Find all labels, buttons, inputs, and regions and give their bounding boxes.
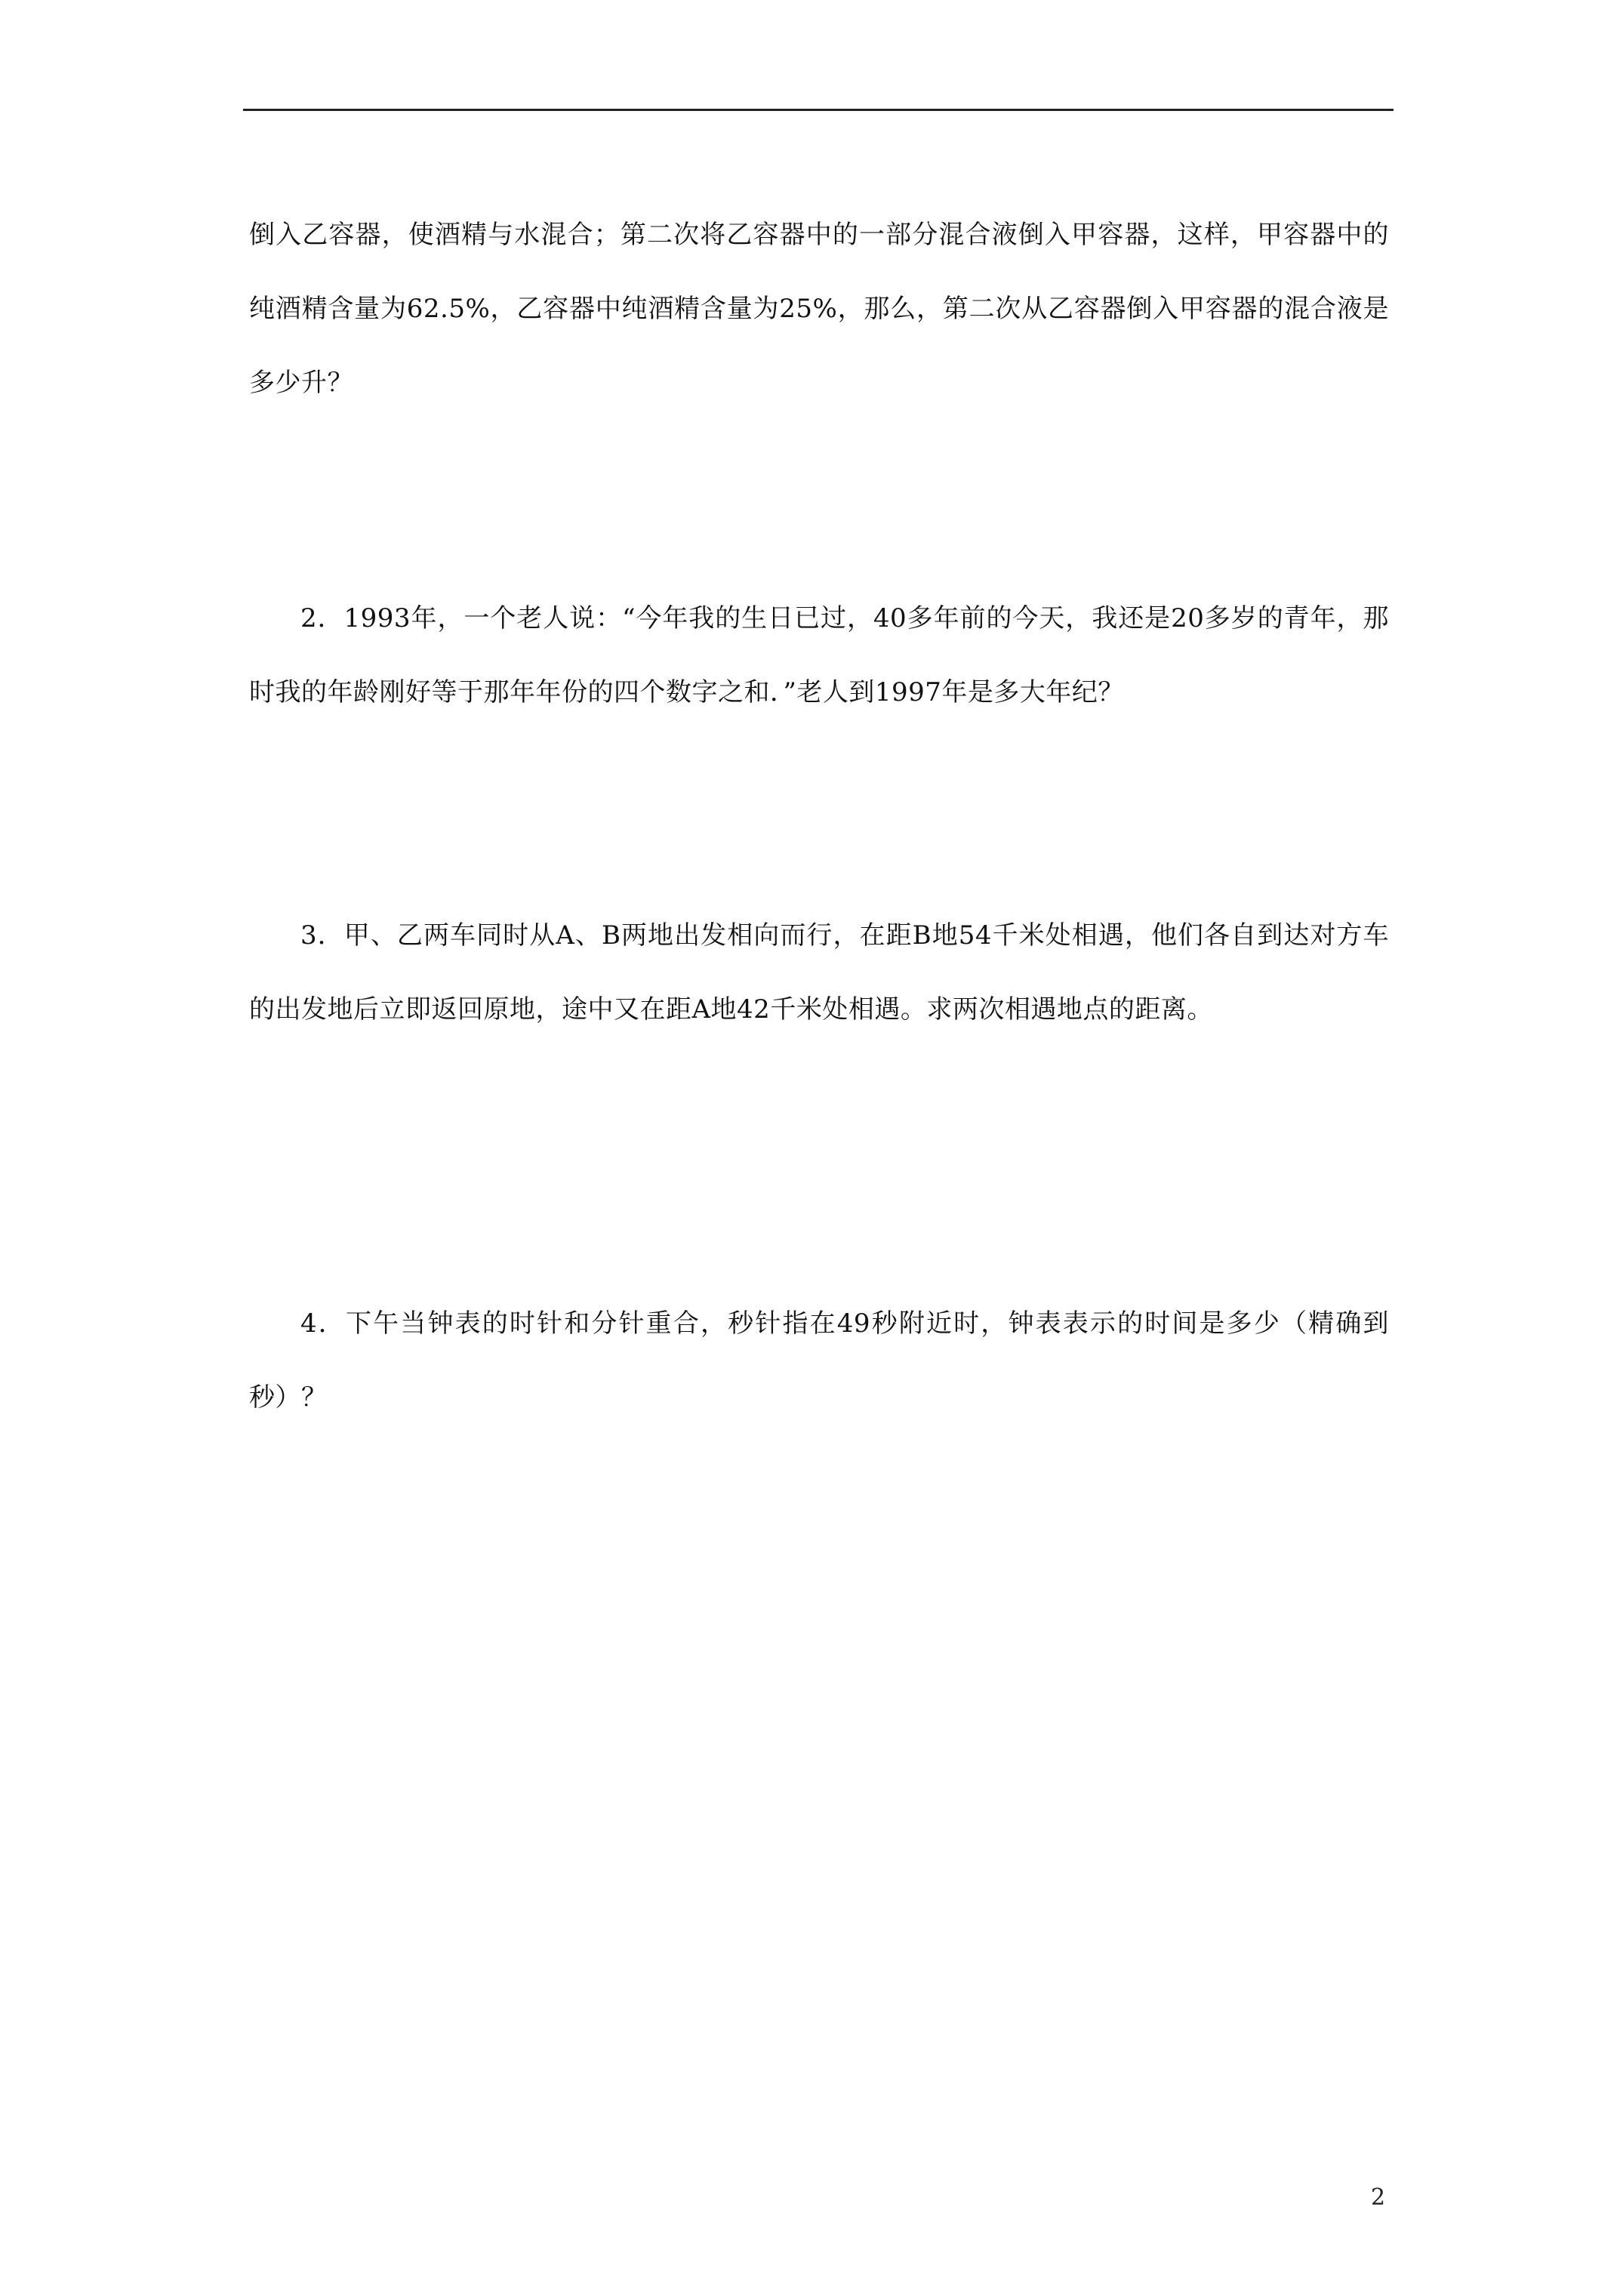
page-number: 2 <box>1371 2184 1386 2211</box>
problem-4: 4．下午当钟表的时针和分针重合，秒针指在49秒附近时，钟表表示的时间是多少（精确到秒）？ <box>249 1308 1389 1413</box>
header-rule <box>243 109 1394 111</box>
problem-3: 3．甲、乙两车同时从A、B两地出发相向而行，在距B地54千米处相遇，他们各自到达对方车的出发地后立即返回原地，途中又在距A地42千米处相遇。求两次相遇地点的距离。 <box>249 920 1389 1025</box>
problem-1-continuation: 倒入乙容器，使酒精与水混合；第二次将乙容器中的一部分混合液倒入甲容器，这样，甲容器中的纯酒精含量为62.5%，乙容器中纯酒精含量为25%，那么，第二次从乙容器倒入甲容器的混合液是多少升？ <box>249 220 1389 398</box>
problem-2: 2．1993年，一个老人说：“今年我的生日已过，40多年前的今天，我还是20多岁的青年，那时我的年龄刚好等于那年年份的四个数字之和．”老人到1997年是多大年纪？ <box>249 603 1389 707</box>
